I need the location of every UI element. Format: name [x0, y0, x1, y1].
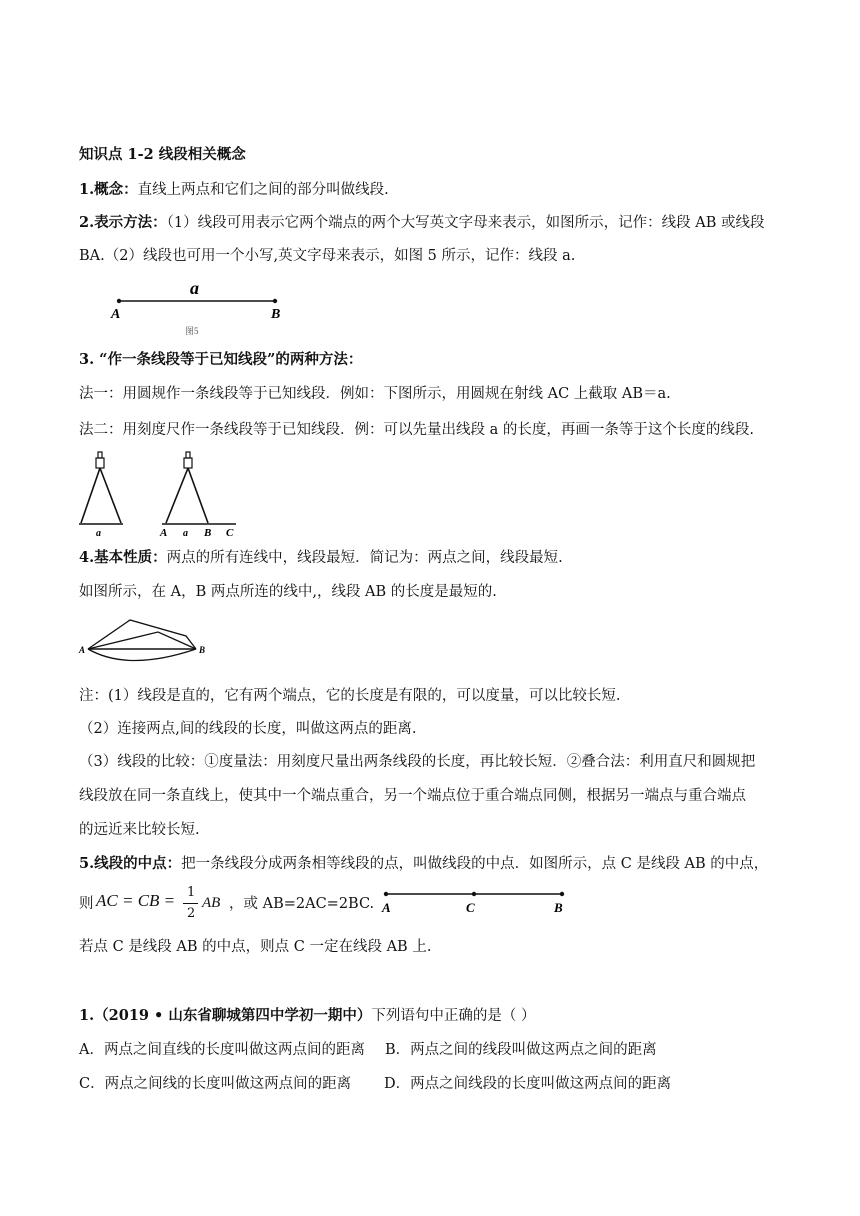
- compass2-label-B: B: [204, 527, 212, 539]
- method-one: 法一：用圆规作一条线段等于已知线段．例如：下图所示，用圆规在射线 AC 上截取 AB＝a.: [79, 386, 671, 402]
- fraction-bar: [183, 903, 198, 904]
- label-A: A: [79, 645, 86, 655]
- notation-text-line2: BA.（2）线段也可用一个小写,英文字母来表示，如图 5 所示，记作：线段 a.: [79, 248, 576, 264]
- endpoint-b: [273, 299, 277, 303]
- label-a-lower: a: [190, 278, 199, 298]
- compass1-label-a: a: [96, 528, 101, 539]
- note-2: （2）连接两点,间的线段的长度，叫做这两点的距离.: [79, 721, 417, 737]
- notation-paragraph-line1: [79, 214, 764, 232]
- point-b: [560, 892, 564, 896]
- point-c: [472, 892, 476, 896]
- question-text: 下列语句中正确的是（ ）: [371, 1008, 536, 1024]
- option-d: D．两点之间线段的长度叫做这两点间的距离: [384, 1076, 672, 1092]
- curved-path: [88, 649, 196, 661]
- label-A: A: [111, 307, 121, 322]
- label-B: B: [554, 900, 563, 915]
- midpoint-figure: [378, 886, 574, 922]
- segment-figure-5: [105, 276, 295, 338]
- fraction-numerator: 1: [187, 885, 196, 900]
- point-a: [384, 892, 388, 896]
- equation-lhs: AC = CB =: [96, 891, 176, 910]
- option-a: A．两点之间直线的长度叫做这两点间的距离: [79, 1042, 365, 1058]
- option-b: B．两点之间的线段叫做这两点之间的距离: [385, 1042, 657, 1058]
- section-title: 知识点 1-2 线段相关概念: [79, 146, 246, 163]
- property-label: 4.基本性质：: [79, 549, 167, 566]
- method-two: 法二：用刻度尺作一条线段等于已知线段．例：可以先量出线段 a 的长度，再画一条等于这个长度的线段.: [79, 422, 754, 438]
- midpoint-paragraph: [79, 855, 768, 873]
- midpoint-text: 把一条线段分成两条相等线段的点，叫做线段的中点．如图所示，点 C 是线段 AB 的中点，: [181, 856, 769, 872]
- notation-label: 2.表示方法：: [79, 214, 167, 231]
- note-3-line3: 的远近来比较长短.: [79, 822, 200, 838]
- label-C: C: [466, 900, 475, 915]
- note-3-line1: （3）线段的比较：①度量法：用刻度尺量出两条线段的长度，再比较长短．②叠合法：利用直尺和圆规把: [79, 754, 756, 770]
- property-paragraph: [79, 549, 563, 567]
- compass2-label-A: A: [160, 527, 168, 539]
- compass-icon-2: [162, 452, 236, 524]
- compass-icon-1: [79, 452, 123, 524]
- methods-heading: 3. “作一条线段等于已知线段”的两种方法：: [79, 351, 363, 368]
- figure-caption: 图5: [185, 326, 199, 336]
- option-row-2: [79, 1075, 672, 1093]
- concept-paragraph: [79, 181, 389, 199]
- note-3-line2: 线段放在同一条直线上，使其中一个端点重合，另一个端点位于重合端点同侧，根据另一端点与重合端点: [79, 788, 746, 804]
- label-A: A: [382, 900, 391, 915]
- question-stem: [79, 1007, 535, 1025]
- midpoint-conclusion: 若点 C 是线段 AB 的中点，则点 C 一定在线段 AB 上.: [79, 939, 432, 955]
- concept-label: 1.概念：: [79, 181, 138, 198]
- compass2-label-a: a: [183, 528, 188, 539]
- equation-prefix: 则: [79, 896, 94, 912]
- label-B: B: [271, 307, 281, 322]
- note-1: 注：(1）线段是直的，它有两个端点，它的长度是有限的，可以度量，可以比较长短.: [79, 688, 621, 704]
- property-example: 如图所示，在 A，B 两点所连的线中,，线段 AB 的长度是最短的.: [79, 584, 497, 600]
- endpoint-a: [117, 299, 121, 303]
- equation-suffix: ，或 AB=2AC=2BC.: [229, 896, 375, 912]
- notation-text-line1: （1）线段可用表示它两个端点的两个大写英文字母来表示，如图所示，记作：线段 AB 或线段: [166, 215, 765, 231]
- fraction-denominator: 2: [187, 906, 196, 921]
- midpoint-label: 5.线段的中点：: [79, 855, 182, 872]
- concept-text: 直线上两点和它们之间的部分叫做线段.: [137, 182, 389, 198]
- equation-rhs: AB: [202, 895, 221, 911]
- option-row-1: [79, 1041, 657, 1059]
- question-source: 1.（2019 • 山东省聊城第四中学初一期中）: [79, 1007, 372, 1024]
- compass2-label-C: C: [226, 527, 234, 539]
- property-text: 两点的所有连线中，线段最短．简记为：两点之间，线段最短.: [166, 550, 563, 566]
- compass-figure: [76, 448, 252, 540]
- label-B: B: [199, 645, 206, 655]
- shortest-path-figure: [78, 612, 218, 674]
- option-c: C．两点之间线的长度叫做这两点间的距离: [79, 1076, 352, 1092]
